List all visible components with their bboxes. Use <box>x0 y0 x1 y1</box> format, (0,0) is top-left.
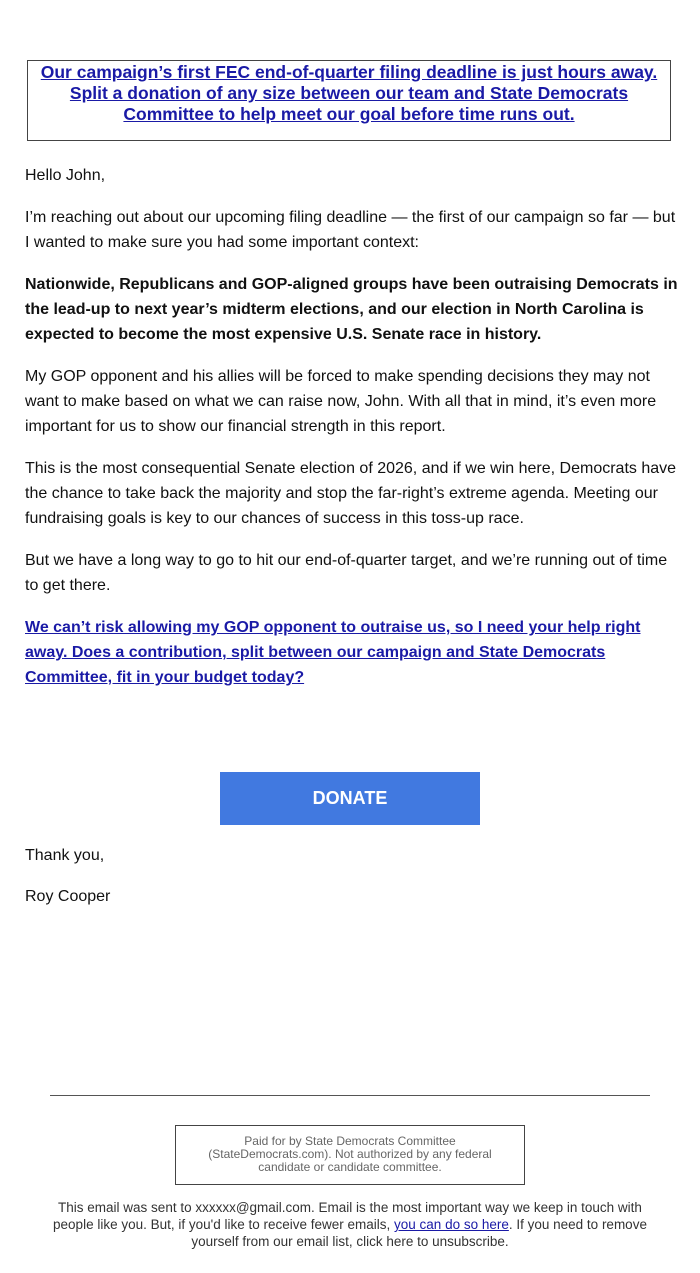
footer-text <box>45 1199 655 1250</box>
footer-text-after-link: . If you need to remove yourself from our email list, click here to unsubscribe. <box>191 1217 647 1249</box>
paragraph-intro: I’m reaching out about our upcoming filing deadline — the first of our campaign so far — but I wanted to make sure you had some important context: <box>25 209 676 251</box>
email-body <box>25 163 680 707</box>
banner-link[interactable]: Our campaign’s first FEC end-of-quarter filing deadline is just hours away. Split a donation of any size between our team and State Democrats Committee to help meet our goal before time runs out. <box>40 62 658 124</box>
paid-for-disclaimer: Paid for by State Democrats Committee (StateDemocrats.com). Not authorized by any federal candidate or candidate committee. <box>175 1125 525 1185</box>
donate-button[interactable]: DONATE <box>220 772 480 825</box>
header-banner <box>27 60 671 141</box>
signature-name: Roy Cooper <box>25 888 111 905</box>
greeting: Hello John, <box>25 167 106 184</box>
cta-paragraph <box>25 615 680 690</box>
cta-link[interactable]: We can’t risk allowing my GOP opponent to outraise us, so I need your help right away. Does a contribution, split between our campaign and State Democrats Committee, fit in your budget today? <box>25 619 641 686</box>
paragraph-target: But we have a long way to go to hit our end-of-quarter target, and we’re running out of time to get there. <box>25 552 668 594</box>
footer-text-before-link: This email was sent to xxxxxx@gmail.com. Email is the most important way we keep in touch with people like you. But, if you'd like to receive fewer emails, <box>53 1200 642 1232</box>
paragraph-opponent: My GOP opponent and his allies will be forced to make spending decisions they may not want to make based on what we can raise now, John. With all that in mind, it’s even more important for us to show our financial strength in this report. <box>25 368 657 435</box>
footer-divider <box>50 1095 650 1096</box>
fewer-emails-link[interactable]: you can do so here <box>394 1217 509 1232</box>
closing: Thank you, <box>25 847 105 864</box>
paragraph-bold: Nationwide, Republicans and GOP-aligned groups have been outraising Democrats in the lead-up to next year’s midterm elections, and our election in North Carolina is expected to become the most expensive U.S. Senate race in history. <box>25 276 678 343</box>
paragraph-election: This is the most consequential Senate election of 2026, and if we win here, Democrats have the chance to take back the majority and stop the far-right’s extreme agenda. Meeting our fundraising goals is key to our chances of success in this toss-up race. <box>25 460 677 527</box>
